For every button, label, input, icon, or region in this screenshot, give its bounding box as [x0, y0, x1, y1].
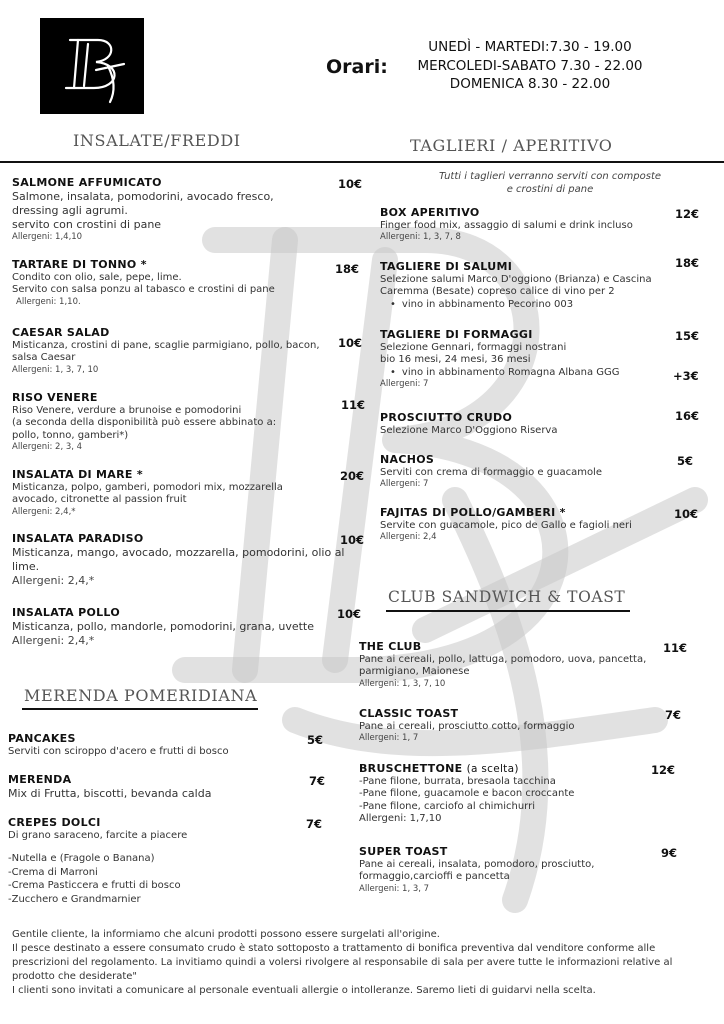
item-allergens: Allergeni: 1, 3, 7	[359, 883, 430, 894]
item-price: 9€	[661, 846, 678, 860]
item-desc: Serviti con crema di formaggio e guacamole	[380, 466, 602, 478]
item-desc: formaggio,carcioffi e pancetta	[359, 871, 510, 882]
menu-item	[12, 607, 342, 648]
item-desc: dressing agli agrumi.	[12, 203, 128, 217]
item-name: MERENDA	[8, 773, 72, 786]
note-line: e crostini di pane	[506, 184, 594, 195]
item-name: PROSCIUTTO CRUDO	[380, 411, 513, 424]
menu-item	[380, 261, 680, 311]
item-desc: (a seconda della disponibilità può essere abbinato a:	[12, 417, 277, 428]
item-name: TAGLIERE DI SALUMI	[380, 260, 513, 273]
item-name: SALMONE AFFUMICATO	[12, 176, 162, 189]
item-desc: -Pane filone, burrata, bresaola tacchina	[359, 775, 556, 787]
item-price: 5€	[677, 454, 694, 468]
footer-line: Il pesce destinato a essere consumato crudo è stato sottoposto a trattamento di bonifica preventiva dal venditore conforme alle	[12, 943, 656, 954]
menu-item	[359, 708, 659, 744]
item-name: NACHOS	[380, 453, 435, 466]
menu-item	[380, 454, 670, 490]
item-name: THE CLUB	[359, 640, 422, 653]
menu-item	[8, 733, 308, 758]
item-price: 10€	[338, 336, 363, 350]
item-extra-price: +3€	[673, 369, 699, 383]
item-desc: Di grano saraceno, farcite a piacere	[8, 829, 188, 841]
item-name: INSALATA POLLO	[12, 606, 120, 619]
section-title-merenda: MERENDA POMERIDIANA	[24, 686, 258, 705]
item-desc: Pane ai cereali, prosciutto cotto, formaggio	[359, 720, 575, 732]
item-allergens: Allergeni: 2,4,*	[12, 573, 95, 587]
item-name: BOX APERITIVO	[380, 206, 480, 219]
item-subtitle: (a scelta)	[466, 763, 519, 775]
item-price: 11€	[663, 641, 688, 655]
item-desc: bio 16 mesi, 24 mesi, 36 mesi	[380, 354, 531, 365]
item-allergens: Allergeni: 2,4,*	[12, 633, 95, 647]
item-price: 20€	[340, 469, 365, 483]
item-desc: Servito con salsa ponzu al tabasco e crostini di pane	[12, 284, 275, 295]
item-price: 18€	[335, 262, 360, 276]
item-desc: Finger food mix, assaggio di salumi e drink incluso	[380, 219, 633, 231]
taglieri-note	[400, 170, 700, 196]
hours-line: DOMENICA 8.30 - 22.00	[449, 76, 611, 92]
item-price: 10€	[674, 507, 699, 521]
logo	[40, 18, 144, 114]
menu-item	[12, 533, 357, 588]
menu-item	[12, 177, 342, 242]
item-desc: Pane ai cereali, pollo, lattuga, pomodoro, uova, pancetta,	[359, 653, 647, 665]
item-price: 18€	[675, 256, 700, 270]
item-allergens: Allergeni: 1, 3, 7, 10	[359, 678, 446, 689]
item-allergens: Allergeni: 1,4,10	[12, 231, 83, 242]
item-name: BRUSCHETTONE	[359, 762, 463, 775]
item-name: SUPER TOAST	[359, 845, 448, 858]
item-desc: Misticanza, polpo, gamberi, pomodori mix, mozzarella	[12, 481, 283, 493]
item-desc: Selezione Marco D'Oggiono Riserva	[380, 424, 558, 436]
hours-list	[408, 38, 652, 94]
item-desc: Serviti con sciroppo d'acero e frutti di bosco	[8, 745, 229, 757]
item-name: CAESAR SALAD	[12, 326, 110, 339]
menu-item	[380, 412, 670, 437]
item-price: 10€	[337, 607, 362, 621]
item-name: CLASSIC TOAST	[359, 707, 459, 720]
footer-notice	[12, 928, 718, 998]
menu-item	[12, 259, 342, 307]
item-allergens: Allergeni: 7	[380, 379, 429, 389]
merenda-divider	[22, 708, 258, 710]
item-allergens: Allergeni: 1,7,10	[359, 813, 442, 824]
footer-line: Gentile cliente, la informiamo che alcuni prodotti possono essere surgelati all'origine.	[12, 929, 440, 940]
item-name: PANCAKES	[8, 732, 76, 745]
item-desc: -Pane filone, guacamole e bacon croccante	[359, 788, 575, 799]
item-desc: Mix di Frutta, biscotti, bevanda calda	[8, 786, 212, 800]
menu-item	[380, 329, 670, 390]
item-desc: Pane ai cereali, insalata, pomodoro, prosciutto,	[359, 858, 595, 870]
item-option: -Nutella e (Fragole o Banana)	[8, 853, 155, 864]
item-desc: pollo, tonno, gamberi*)	[12, 429, 129, 441]
item-bullet: • vino in abbinamento Pecorino 003	[380, 299, 680, 312]
item-allergens: Allergeni: 1, 3, 7, 10	[12, 364, 99, 375]
menu-item	[380, 507, 680, 543]
item-allergens: Allergeni: 2, 3, 4	[12, 442, 83, 452]
item-desc: Misticanza, pollo, mandorle, pomodorini, grana, uvette	[12, 619, 315, 633]
menu-item	[12, 392, 342, 453]
section-title-taglieri: TAGLIERI / APERITIVO	[410, 136, 613, 155]
item-desc: Salmone, insalata, pomodorini, avocado fresco,	[12, 189, 274, 203]
item-price: 7€	[665, 708, 682, 722]
bt-monogram-logo-icon	[40, 18, 144, 114]
item-name: TAGLIERE DI FORMAGGI	[380, 328, 533, 341]
section-title-insalate: INSALATE/FREDDI	[73, 131, 241, 150]
section-title-club: CLUB SANDWICH & TOAST	[388, 588, 626, 606]
item-price: 12€	[651, 763, 676, 777]
item-price: 10€	[338, 177, 363, 191]
menu-item	[359, 846, 659, 894]
hours-line: MERCOLEDI-SABATO 7.30 - 22.00	[417, 57, 643, 74]
club-divider	[386, 610, 630, 612]
note-line: Tutti i taglieri verranno serviti con composte	[438, 171, 662, 182]
footer-line: prescrizioni del regolamento. La invitiamo quindi a volersi rivolgere al responsabile di sala per avere tutte le informazioni relative al	[12, 957, 673, 968]
top-divider	[0, 161, 724, 163]
item-desc: Caremma (Besate) copreso calice di vino per 2	[380, 286, 615, 297]
item-price: 7€	[309, 774, 326, 788]
menu-item	[8, 774, 308, 801]
item-desc: -Pane filone, carciofo al chimichurri	[359, 800, 535, 812]
item-name: TARTARE DI TONNO *	[12, 258, 147, 271]
hours-line: UNEDÌ - MARTEDI:7.30 - 19.00	[428, 39, 632, 55]
item-desc: avocado, citronette al passion fruit	[12, 494, 187, 505]
item-desc: Selezione Gennari, formaggi nostrani	[380, 341, 567, 353]
item-desc: Servite con guacamole, pico de Gallo e fagioli neri	[380, 519, 632, 531]
item-option: -Crema di Marroni	[8, 866, 98, 878]
menu-item	[12, 327, 342, 375]
item-allergens: Allergeni: 2,4,*	[12, 506, 76, 517]
item-desc: salsa Caesar	[12, 352, 76, 363]
item-desc: servito con crostini di pane	[12, 217, 162, 231]
item-desc: Misticanza, mango, avocado, mozzarella, pomodorini, olio al	[12, 545, 345, 559]
menu-item	[8, 817, 308, 906]
item-desc: Riso Venere, verdure a brunoise e pomodorini	[12, 404, 242, 416]
item-price: 10€	[340, 533, 365, 547]
item-desc: Selezione salumi Marco D'oggiono (Brianza) e Cascina	[380, 273, 652, 285]
menu-item	[359, 641, 659, 689]
item-allergens: Allergeni: 1, 3, 7, 8	[380, 232, 461, 242]
item-bullet: • vino in abbinamento Romagna Albana GGG	[380, 367, 670, 380]
item-option: -Crema Pasticcera e frutti di bosco	[8, 880, 181, 891]
item-name: CREPES DOLCI	[8, 816, 101, 829]
footer-line: I clienti sono invitati a comunicare al personale eventuali allergie o intolleranze. Saremo lieti di guidarvi nella scelta.	[12, 985, 596, 996]
item-name: FAJITAS DI POLLO/GAMBERI *	[380, 506, 566, 519]
item-price: 16€	[675, 409, 700, 423]
item-allergens: Allergeni: 7	[380, 479, 429, 489]
item-name: INSALATA DI MARE *	[12, 468, 143, 481]
item-price: 11€	[341, 398, 366, 412]
item-desc: parmigiano, Maionese	[359, 666, 470, 677]
item-desc: Condito con olio, sale, pepe, lime.	[12, 271, 182, 283]
item-price: 5€	[307, 733, 324, 747]
item-price: 12€	[675, 207, 700, 221]
item-option: -Zucchero e Grandmarnier	[8, 893, 141, 905]
menu-item	[380, 207, 670, 243]
hours-label: Orari:	[326, 56, 388, 78]
item-desc: lime.	[12, 559, 40, 573]
item-price: 7€	[306, 817, 323, 831]
item-name: INSALATA PARADISO	[12, 532, 144, 545]
item-allergens: Allergeni: 1,10.	[16, 296, 81, 307]
item-price: 15€	[675, 329, 700, 343]
menu-item	[359, 763, 659, 826]
item-desc: Misticanza, crostini di pane, scaglie parmigiano, pollo, bacon,	[12, 339, 320, 351]
item-allergens: Allergeni: 2,4	[380, 532, 437, 542]
footer-line: prodotto che desiderate"	[12, 971, 138, 982]
item-name: RISO VENERE	[12, 391, 98, 404]
item-allergens: Allergeni: 1, 7	[359, 733, 419, 743]
menu-item	[12, 469, 342, 517]
